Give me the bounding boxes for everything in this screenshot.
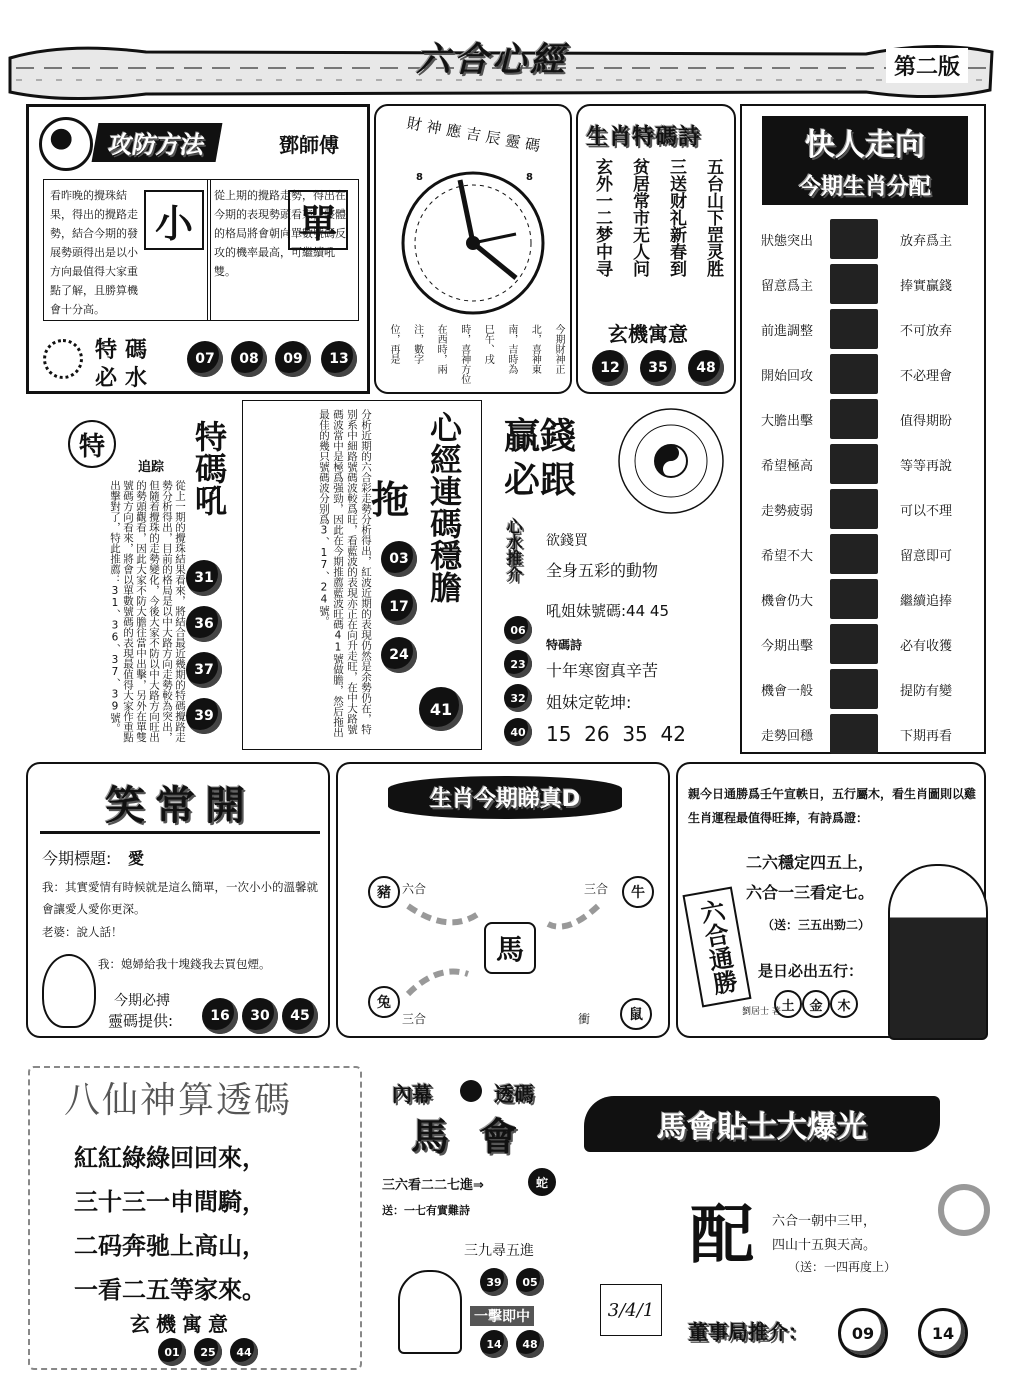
compass-column: 在西時，兩 bbox=[435, 324, 447, 374]
zodiac-title-2: 今期生肖分配 bbox=[762, 166, 968, 205]
sage-box bbox=[676, 762, 986, 1038]
ox-icon: 牛 bbox=[622, 876, 654, 908]
zodiac-left: 開始回攻 bbox=[760, 368, 813, 384]
immortal-line-2: 三十三一申間騎， bbox=[74, 1188, 266, 1216]
zodiac-right: 繼續追捧 bbox=[899, 593, 952, 609]
zodiac-left: 希望極高 bbox=[760, 458, 813, 474]
inside-note: 一擊即中 bbox=[470, 1306, 534, 1326]
tiger-icon bbox=[830, 309, 878, 349]
poem-column: 玄外一二梦中寻 bbox=[592, 158, 612, 277]
goat-icon bbox=[830, 534, 878, 574]
zodiac-left: 今期出擊 bbox=[760, 638, 813, 654]
win-line-5: 姐妹定乾坤: bbox=[546, 693, 632, 712]
tema-tag: 追踪 bbox=[138, 460, 165, 475]
ox-icon bbox=[830, 264, 878, 304]
attack-ball-1: 07 bbox=[187, 341, 223, 377]
horse-center-icon: 馬 bbox=[484, 922, 536, 974]
zodiac-row bbox=[744, 666, 984, 712]
inside-ball-2: 05 bbox=[516, 1268, 544, 1296]
tema-paragraph: 從上一期的攪珠結果看來，將結合最近幾期的特碼攪路走勢分析得出，目前的格局是以中大路方向走勢較為突出，但隨着攪珠的走勢變化，今後大家不防以中大路方向旺出的勢頭觀看，因此大家不防大膽往當中出擊，另外在單雙號碼方向看來，將會以單數號碼的表現最值得大家作重點出擊對了，特此推薦：31、36、37、39號。 bbox=[109, 480, 186, 743]
eight-immortals-box bbox=[28, 1066, 362, 1370]
zodiac-left: 機會一般 bbox=[760, 683, 813, 699]
sage-intro: 親今日通勝爲壬午宣軼日，五行屬木，看生肖圖則以雞生肖運程最值得旺捧，有詩爲證： bbox=[688, 787, 977, 825]
zodiac-left: 機會仍大 bbox=[760, 593, 813, 609]
laugh-ball-1: 16 bbox=[202, 998, 238, 1034]
immortal-line-3: 二码奔驰上高山， bbox=[74, 1232, 266, 1260]
heart-analysis: 分析近期的六合彩走勢分析得出，紅波近期的表現仍然是余勢仍在，特别系中細路號碼波較爲旺，看藍波的表現亦正在向升走旺，在中大路號碼波當中是極爲强勁，因此在今期推薦藍波旺碼41號做膽，然后拖出最佳的幾只號碼波分别爲3、17、24號。 bbox=[318, 409, 372, 738]
zodiac-right: 放弃爲主 bbox=[899, 233, 952, 249]
compass-column: 時，喜神方位 bbox=[458, 324, 470, 384]
heart-ball-2: 17 bbox=[381, 589, 417, 625]
inside-ball-1: 39 bbox=[480, 1268, 508, 1296]
win-side-ball-1: 06 bbox=[504, 616, 532, 644]
poem-box bbox=[576, 104, 736, 394]
laugh-footer-2: 靈碼提供: bbox=[108, 1012, 174, 1030]
win-line-1: 欲錢買 bbox=[546, 533, 588, 549]
attack-ball-2: 08 bbox=[231, 341, 267, 377]
ball-icon bbox=[460, 1080, 482, 1102]
tema-ball-4: 39 bbox=[186, 698, 222, 734]
sage-figure-icon bbox=[888, 864, 988, 1040]
zodiac-row bbox=[744, 621, 984, 667]
jc-handwriting: 3/4/1 bbox=[600, 1284, 662, 1336]
horse-icon bbox=[830, 489, 878, 529]
immortal-ball-3: 44 bbox=[230, 1338, 258, 1366]
sign-odd: 單 bbox=[288, 190, 348, 250]
immortal-line-4: 一看二五等家來。 bbox=[74, 1276, 266, 1304]
zodiac-right: 等等再說 bbox=[899, 458, 952, 474]
win-line-4: 十年寒窗真辛苦 bbox=[546, 661, 659, 680]
compass-box bbox=[374, 104, 572, 394]
laugh-text-3: 我：媳婦給我十塊錢我去買包煙。 bbox=[98, 957, 271, 971]
immortal-line-1: 紅紅綠綠回回來， bbox=[74, 1144, 266, 1172]
monkey-icon bbox=[830, 579, 878, 619]
top-left-label: 六合 bbox=[402, 882, 427, 896]
jc-footer: 董事局推介： bbox=[688, 1320, 808, 1344]
compass-column: 巳午、戌 bbox=[482, 324, 494, 364]
rat-icon: 鼠 bbox=[620, 998, 652, 1030]
zodiac-right: 留意即可 bbox=[899, 548, 952, 564]
attack-ball-3: 09 bbox=[275, 341, 311, 377]
tema-ball-2: 36 bbox=[186, 606, 222, 642]
immortal-title: 八仙神算透碼 bbox=[64, 1080, 293, 1121]
zodiac-left: 希望不大 bbox=[760, 548, 813, 564]
tema-ball-3: 37 bbox=[186, 652, 222, 688]
earth-element-icon: 土 bbox=[774, 990, 802, 1018]
heart-banker-box bbox=[242, 400, 482, 750]
compass-column: 南，吉時為 bbox=[505, 324, 517, 374]
tema-roar-box bbox=[26, 400, 236, 754]
win-side-label: 心水推介 bbox=[504, 518, 523, 582]
laugh-headline-value: 愛 bbox=[128, 849, 145, 868]
masthead-title: 六合心經 bbox=[416, 40, 568, 80]
laugh-box bbox=[26, 762, 330, 1038]
win-side-ball-3: 32 bbox=[504, 684, 532, 712]
zodiac-true-title: 生肖今期睇真D bbox=[388, 776, 622, 819]
wood-element-icon: 木 bbox=[830, 990, 858, 1018]
poem-column: 三送财礼新春到 bbox=[666, 158, 686, 277]
zodiac-left: 走勢回穩 bbox=[760, 728, 813, 744]
attack-right-panel bbox=[207, 179, 359, 321]
win-side-ball-2: 23 bbox=[504, 650, 532, 678]
compass-column: 北，喜神東 bbox=[529, 324, 541, 374]
pig-icon: 豬 bbox=[368, 876, 400, 908]
compass-column: 位，再是 bbox=[388, 324, 399, 364]
poem-column: 贫居常市无人问 bbox=[629, 158, 649, 277]
attack-title: 攻防方法 bbox=[92, 123, 223, 162]
zodiac-left: 留意爲主 bbox=[760, 278, 813, 294]
tema-ball-1: 31 bbox=[186, 560, 222, 596]
inside-title-2: 透碼 bbox=[494, 1082, 534, 1106]
zodiac-row bbox=[744, 576, 984, 622]
jc-ball-2: 14 bbox=[918, 1308, 968, 1358]
immortal-ball-2: 25 bbox=[194, 1338, 222, 1366]
zodiac-row bbox=[744, 261, 984, 307]
compass-mark-right: 8 bbox=[526, 172, 533, 183]
inside-title-1: 內幕 bbox=[392, 1082, 432, 1106]
inside-line-3: 三九尋五進 bbox=[464, 1243, 534, 1259]
win-numbers: 15 26 35 42 bbox=[546, 722, 686, 746]
heart-ball-1: 03 bbox=[381, 541, 417, 577]
inside-scoop-box bbox=[378, 1072, 576, 1366]
sage-gift: （送：三五出勁二） bbox=[762, 918, 871, 932]
heart-title: 心經連碼穩膽 bbox=[425, 411, 463, 603]
compass-column: 今期財神正 bbox=[552, 324, 564, 374]
win-money-box bbox=[488, 400, 736, 754]
zodiac-table bbox=[744, 216, 984, 756]
wuxing-label: 是日必出五行： bbox=[758, 962, 864, 980]
sage-poem-2: 六合一三看定七。 bbox=[746, 883, 875, 902]
laugh-headline-label: 今期標題: bbox=[42, 849, 112, 868]
jc-text-2: 四山十五與天高。 bbox=[772, 1238, 877, 1253]
zodiac-left: 走勢疲弱 bbox=[760, 503, 813, 519]
zodiac-right: 值得期盼 bbox=[899, 413, 952, 429]
zodiac-left: 狀態突出 bbox=[760, 233, 813, 249]
rat-icon bbox=[830, 219, 878, 259]
zodiac-row bbox=[744, 351, 984, 397]
sign-small: 小 bbox=[144, 190, 204, 250]
jc-gift: （送：一四再度上） bbox=[788, 1260, 897, 1274]
metal-element-icon: 金 bbox=[802, 990, 830, 1018]
zodiac-row bbox=[744, 711, 984, 757]
inside-ball-4: 48 bbox=[516, 1330, 544, 1358]
rooster-icon bbox=[830, 624, 878, 664]
cowboy-icon bbox=[398, 1270, 462, 1354]
attack-ball-4: 13 bbox=[321, 341, 357, 377]
bottom-left-label: 三合 bbox=[402, 1012, 427, 1026]
sage-poem-1: 二六穩定四五上， bbox=[746, 853, 875, 872]
compass-text-columns bbox=[386, 324, 566, 390]
laugh-ball-3: 45 bbox=[282, 998, 318, 1034]
heart-big-ball: 41 bbox=[419, 687, 463, 731]
top-right-label: 三合 bbox=[584, 882, 609, 896]
zodiac-true-box bbox=[336, 762, 670, 1038]
laugh-ball-2: 30 bbox=[242, 998, 278, 1034]
swirl-decoration bbox=[398, 894, 618, 1004]
zodiac-row bbox=[744, 396, 984, 442]
attack-author: 鄧師傅 bbox=[279, 133, 339, 157]
win-side-ball-4: 40 bbox=[504, 718, 532, 746]
almanac-book: 六合通勝 bbox=[682, 887, 751, 1008]
compass-column: 注，數字 bbox=[411, 324, 423, 364]
laugh-text-2: 老婆：說人話！ bbox=[42, 925, 123, 939]
zodiac-right: 下期再看 bbox=[899, 728, 952, 744]
heart-drag: 拖 bbox=[371, 478, 410, 522]
tema-title: 特碼吼 bbox=[190, 420, 228, 516]
attack-right-text: 從上期的攪路走勢，得出在今期的表現勢頭看來，整體的格局將會朝向單數號碼反攻的機率最高，可繼續吼雙。 bbox=[214, 189, 346, 278]
attack-left-panel bbox=[43, 179, 211, 321]
zodiac-title-1: 快人走向 bbox=[762, 116, 968, 168]
poem-title: 生肖特碼詩 bbox=[586, 125, 702, 150]
attack-defense-box bbox=[26, 104, 370, 394]
flower-icon bbox=[43, 339, 83, 379]
win-tema-label: 特碼詩 bbox=[546, 638, 583, 652]
poem-ball-1: 12 bbox=[592, 350, 628, 386]
rabbit-icon bbox=[830, 354, 878, 394]
bagua-icon bbox=[39, 117, 93, 171]
zodiac-row bbox=[744, 306, 984, 352]
zodiac-wheel-icon bbox=[616, 406, 726, 516]
zodiac-right: 不必理會 bbox=[899, 368, 952, 384]
laugh-text-1: 我：其實愛情有時候就是這么簡單，一次小小的溫馨就會讓愛人愛你更深。 bbox=[42, 880, 318, 916]
rabbit-icon: 兔 bbox=[368, 986, 400, 1018]
laugh-footer-1: 今期必搏 bbox=[114, 993, 170, 1009]
bottom-right-label: 衝 bbox=[578, 1012, 591, 1026]
zodiac-row bbox=[744, 441, 984, 487]
edition-label: 第二版 bbox=[886, 48, 968, 83]
win-title: 贏錢必跟 bbox=[504, 415, 577, 501]
zodiac-row bbox=[744, 216, 984, 262]
dragon-icon bbox=[830, 399, 878, 439]
snake-icon: 蛇 bbox=[528, 1168, 556, 1196]
poem-column: 五台山下罡灵胜 bbox=[703, 158, 723, 277]
zodiac-row bbox=[744, 531, 984, 577]
compass-title: 財神應吉辰靈碼 bbox=[405, 113, 547, 157]
attack-left-text: 看昨晚的攪珠結果，得出的攪路走勢，結合今期的發展勢頭得出是以小方向最值得大家重點了解，且勝算機會十分高。 bbox=[50, 189, 138, 316]
snake-icon bbox=[830, 444, 878, 484]
poem-subtitle: 玄機寓意 bbox=[608, 322, 688, 346]
poem-columns bbox=[590, 158, 726, 314]
zodiac-left: 前進調整 bbox=[760, 323, 813, 339]
compass-dial bbox=[398, 168, 548, 318]
poem-ball-2: 35 bbox=[640, 350, 676, 386]
jc-text-1: 六合一朝中三甲， bbox=[772, 1214, 877, 1229]
laugh-title: 笑常開 bbox=[40, 774, 320, 834]
horseshoe-icon bbox=[938, 1184, 990, 1236]
pig-icon bbox=[830, 714, 878, 754]
sage-author: 劉居士 著 bbox=[742, 1007, 781, 1017]
poem-ball-3: 48 bbox=[688, 350, 724, 386]
immortal-subtitle: 玄機寓意 bbox=[130, 1312, 234, 1336]
inside-line-2: 送：一七有實難詩 bbox=[382, 1204, 470, 1217]
win-line-2: 全身五彩的動物 bbox=[546, 561, 659, 580]
win-line-3: 吼姐妹號碼:44 45 bbox=[546, 602, 669, 620]
zodiac-trend-box bbox=[740, 104, 986, 754]
zodiac-right: 不可放弃 bbox=[899, 323, 952, 339]
zodiac-right: 必有收獲 bbox=[899, 638, 952, 654]
zodiac-left: 大膽出擊 bbox=[760, 413, 813, 429]
jc-ball-1: 09 bbox=[838, 1308, 888, 1358]
heart-ball-3: 24 bbox=[381, 637, 417, 673]
compass-mark-left: 8 bbox=[416, 172, 423, 183]
jc-big-char: 配 bbox=[690, 1198, 754, 1273]
zodiac-right: 可以不理 bbox=[899, 503, 952, 519]
inside-big-title: 馬會 bbox=[410, 1115, 547, 1159]
dog-icon bbox=[830, 669, 878, 709]
bishui-label: 必水 bbox=[95, 366, 156, 391]
jockey-club-tips-box bbox=[580, 1066, 1000, 1366]
cartoon-icon bbox=[42, 954, 96, 1028]
immortal-ball-1: 01 bbox=[158, 1338, 186, 1366]
zodiac-right: 提防有變 bbox=[899, 683, 952, 699]
tema-label: 特碼 bbox=[95, 338, 156, 363]
masthead-bar bbox=[6, 28, 996, 100]
tema-badge: 特 bbox=[68, 420, 116, 468]
zodiac-row bbox=[744, 486, 984, 532]
inside-ball-3: 14 bbox=[480, 1330, 508, 1358]
inside-line-1: 三六看二二七進⇒ bbox=[382, 1178, 484, 1193]
zodiac-right: 捧實贏錢 bbox=[899, 278, 952, 294]
jc-title: 馬會貼士大爆光 bbox=[584, 1096, 940, 1152]
